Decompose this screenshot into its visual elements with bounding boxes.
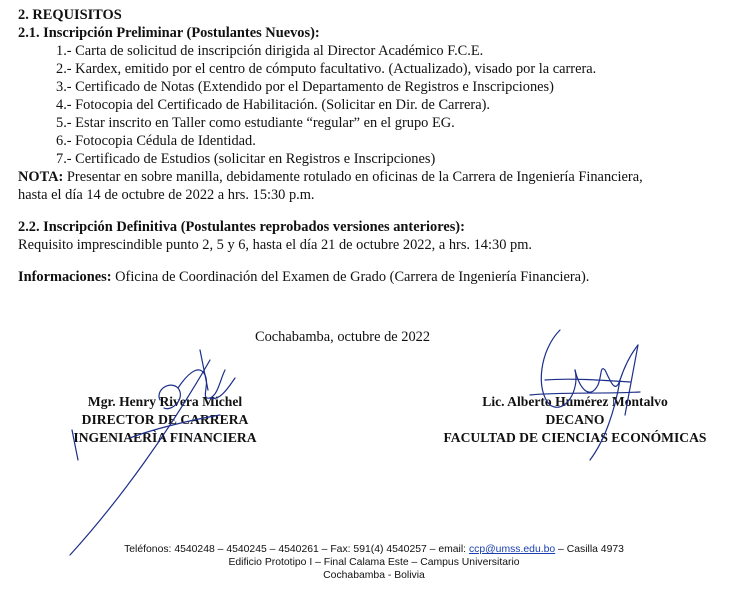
info-paragraph <box>18 268 589 286</box>
note-text: Presentar en sobre manilla, debidamente rotulado en oficinas de la Carrera de Ingeniería Financiera, <box>63 169 643 185</box>
requirement-item: 1.- Carta de solicitud de inscripción dirigida al Director Académico F.C.E. <box>56 43 484 59</box>
footer-casilla: – Casilla 4973 <box>555 544 624 555</box>
signatory-left-unit: INGENIAERÌA FINANCIERA <box>73 430 257 445</box>
definitive-heading: 2.2. Inscripción Definitiva (Postulantes reprobados versiones anteriores): <box>18 219 465 235</box>
requirement-item: 6.- Fotocopia Cédula de Identidad. <box>56 133 256 149</box>
note-deadline: hasta el día 14 de octubre de 2022 a hrs. 15:30 p.m. <box>18 187 315 203</box>
requirement-item: 7.- Certificado de Estudios (solicitar en Registros e Inscripciones) <box>56 151 436 167</box>
signature-left-icon <box>60 340 280 570</box>
section-title: 2. REQUISITOS <box>18 7 122 23</box>
signatory-right-title: DECANO <box>545 412 605 427</box>
info-label: Informaciones: <box>18 269 112 285</box>
info-text: Oficina de Coordinación del Examen de Grado (Carrera de Ingeniería Financiera). <box>111 269 590 285</box>
signatory-left-name: Mgr. Henry Rivera Michel <box>87 394 243 409</box>
definitive-text: Requisito imprescindible punto 2, 5 y 6, hasta el día 21 de octubre 2022, a hrs. 14:30 pm. <box>18 237 532 253</box>
footer-city: Cochabamba - Bolivia <box>323 570 425 581</box>
note-paragraph <box>18 168 643 186</box>
place-date: Cochabamba, octubre de 2022 <box>255 329 431 345</box>
note-label: NOTA: <box>18 169 64 185</box>
footer-email-link[interactable]: ccp@umss.edu.bo <box>468 544 556 555</box>
requirement-item: 3.- Certificado de Notas (Extendido por el Departamento de Registros e Inscripciones) <box>56 79 554 95</box>
footer-contact <box>0 543 748 556</box>
signatory-right-unit: FACULTAD DE CIENCIAS ECONÓMICAS <box>443 430 707 445</box>
footer-address: Edificio Prototipo I – Final Calama Este – Campus Universitario <box>228 557 520 568</box>
preliminary-heading: 2.1. Inscripción Preliminar (Postulantes Nuevos): <box>18 25 320 41</box>
signatory-left-title: DIRECTOR DE CARRERA <box>81 412 249 427</box>
requirement-item: 2.- Kardex, emitido por el centro de cómputo facultativo. (Actualizado), visado por la carrera. <box>56 61 597 77</box>
requirement-item: 5.- Estar inscrito en Taller como estudiante “regular” en el grupo EG. <box>56 115 455 131</box>
footer-phones: Teléfonos: 4540248 – 4540245 – 4540261 – Fax: 591(4) 4540257 – email: <box>124 544 469 555</box>
signatory-right-name: Lic. Alberto Humérez Montalvo <box>482 394 668 409</box>
requirement-item: 4.- Fotocopia del Certificado de Habilitación. (Solicitar en Dir. de Carrera). <box>56 97 490 113</box>
